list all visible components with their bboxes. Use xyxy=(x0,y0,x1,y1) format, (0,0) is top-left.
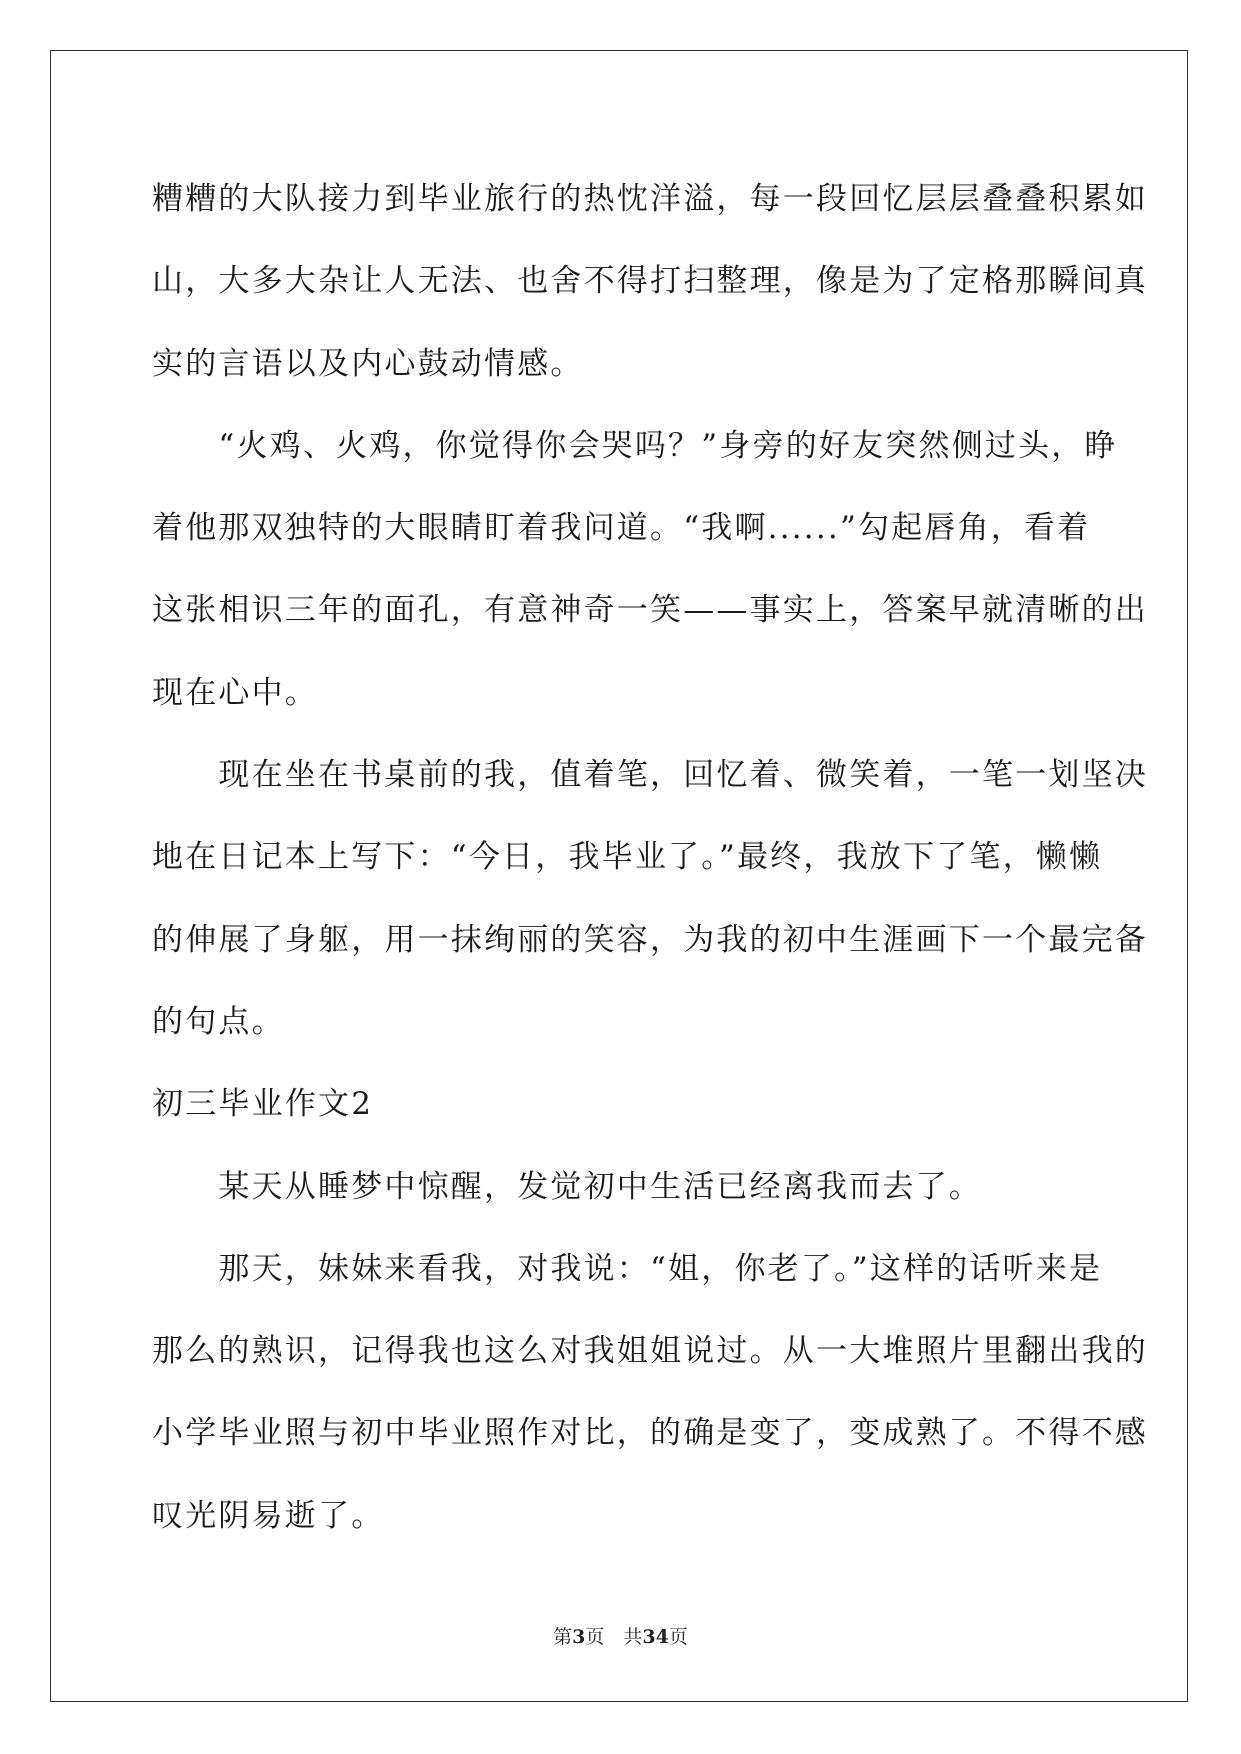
text-line: 这张相识三年的面孔，有意神奇一笑——事实上，答案早就清晰的出 xyxy=(152,592,1148,629)
text-line: 现在坐在书桌前的我，值着笔，回忆着、微笑着，一笔一划坚决 xyxy=(152,757,1148,794)
footer-prefix: 第 xyxy=(553,1626,573,1648)
text-line: 某天从睡梦中惊醒，发觉初中生活已经离我而去了。 xyxy=(152,1168,982,1205)
text-line: 那么的熟识，记得我也这么对我姐姐说过。从一大堆照片里翻出我的 xyxy=(152,1333,1148,1370)
text-line: 的伸展了身躯，用一抹绚丽的笑容，为我的初中生涯画下一个最完备 xyxy=(152,921,1148,958)
current-page-number: 3 xyxy=(572,1626,586,1648)
total-page-count: 34 xyxy=(642,1626,669,1648)
text-line: 山，大多大杂让人无法、也舍不得打扫整理，像是为了定格那瞬间真 xyxy=(152,263,1148,300)
footer-middle: 页 共 xyxy=(585,1626,643,1648)
text-line: 现在心中。 xyxy=(152,674,318,711)
footer-suffix: 页 xyxy=(668,1626,688,1648)
text-line: “火鸡、火鸡，你觉得你会哭吗？”身旁的好友突然侧过头，睁 xyxy=(152,427,1118,464)
text-line: 糟糟的大队接力到毕业旅行的热忱洋溢，每一段回忆层层叠叠积累如 xyxy=(152,181,1148,217)
text-line: 小学毕业照与初中毕业照作对比，的确是变了，变成熟了。不得不感 xyxy=(152,1415,1148,1452)
text-line: 着他那双独特的大眼睛盯着我问道。“我啊......”勾起唇角，看着 xyxy=(152,510,1091,547)
text-line: 的句点。 xyxy=(152,1003,285,1040)
text-line: 叹光阴易逝了。 xyxy=(152,1497,385,1534)
text-line: 地在日记本上写下：“今日，我毕业了。”最终，我放下了笔，懒懒 xyxy=(152,839,1103,876)
page-footer xyxy=(0,1622,1241,1649)
document-body xyxy=(152,158,1148,1557)
text-line: 那天，妹妹来看我，对我说：“姐，你老了。”这样的话听来是 xyxy=(152,1250,1103,1287)
section-heading: 初三毕业作文2 xyxy=(152,1086,374,1123)
text-line: 实的言语以及内心鼓动情感。 xyxy=(152,345,584,382)
